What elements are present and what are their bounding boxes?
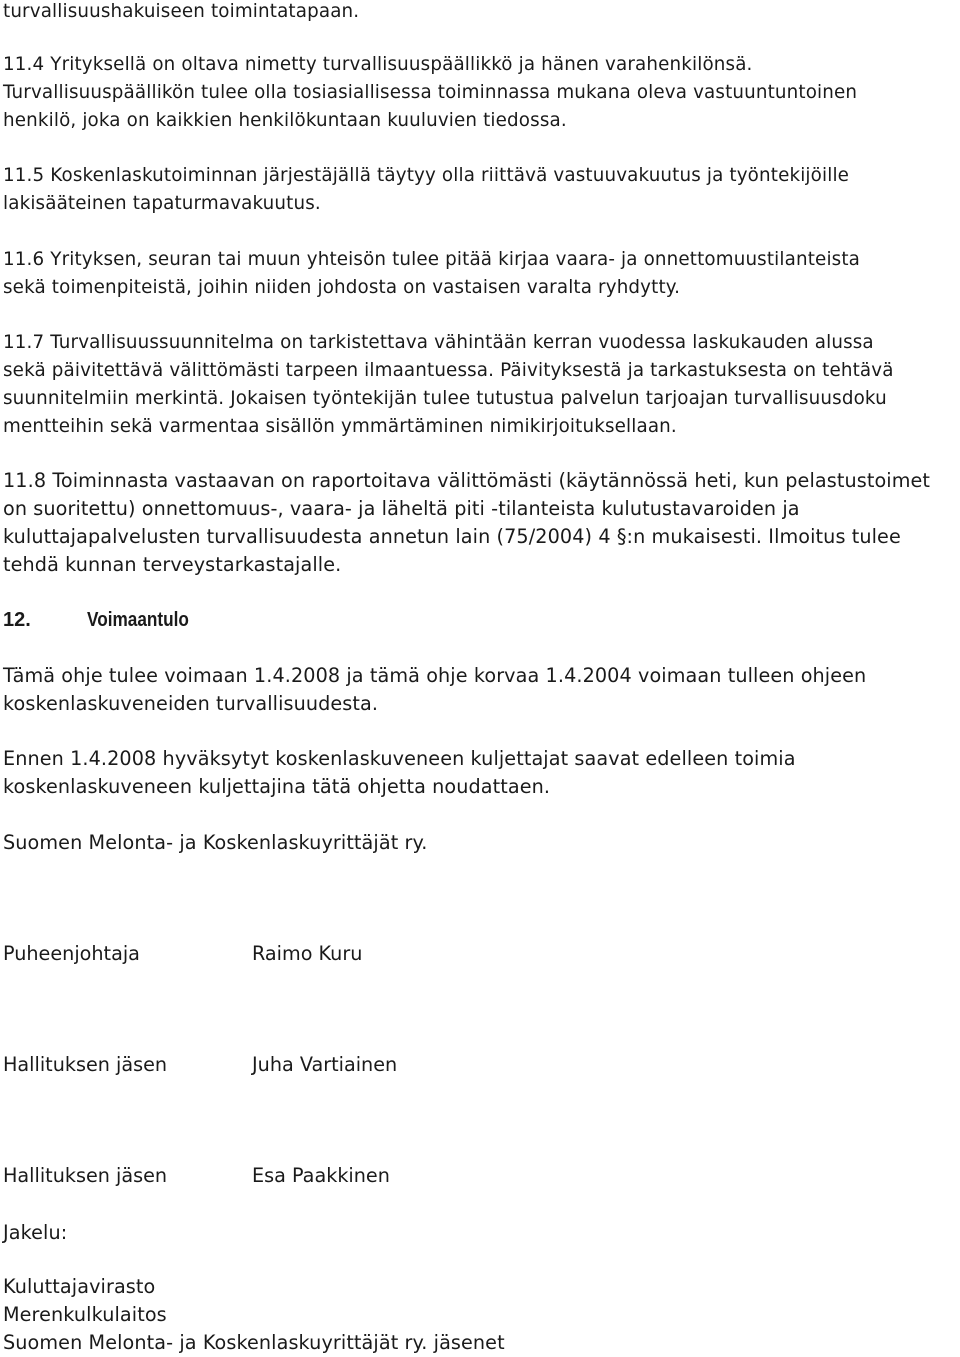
- paragraph-11-5-line: lakisääteinen tapaturmavakuutus.: [3, 193, 321, 214]
- signature-name: Esa Paakkinen: [252, 1164, 390, 1187]
- paragraph-11-6-line: 11.6 Yrityksen, seuran tai muun yhteisön tulee pitää kirjaa vaara- ja onnettomuustilanteista: [3, 249, 861, 270]
- paragraph-11-4-line: 11.4 Yrityksellä on oltava nimetty turvallisuuspäällikkö ja hänen varahenkilönsä.: [3, 54, 753, 75]
- section-12-para-line: Ennen 1.4.2008 hyväksytyt koskenlaskuveneen kuljettajat saavat edelleen toimia: [3, 747, 796, 770]
- paragraph-11-5-line: 11.5 Koskenlaskutoiminnan järjestäjällä täytyy olla riittävä vastuuvakuutus ja työntekijöille: [3, 165, 850, 186]
- section-12-para-line: Tämä ohje tulee voimaan 1.4.2008 ja tämä ohje korvaa 1.4.2004 voimaan tulleen ohjeen: [3, 664, 867, 687]
- section-12-para-line: koskenlaskuveneen kuljettajina tätä ohjetta noudattaen.: [3, 775, 551, 798]
- section-number: 12.: [3, 609, 31, 631]
- signature-role: Hallituksen jäsen: [3, 1053, 168, 1076]
- paragraph-11-7-line: sekä päivitettävä välittömästi tarpeen ilmaantuessa. Päivityksestä ja tarkastuksesta on tehtävä: [3, 360, 894, 381]
- paragraph-11-7-line: 11.7 Turvallisuussuunnitelma on tarkistettava vähintään kerran vuodessa laskukauden alussa: [3, 332, 874, 353]
- paragraph-11-7-line: mentteihin sekä varmentaa sisällön ymmärtäminen nimikirjoituksellaan.: [3, 416, 677, 437]
- section-12-para-line: koskenlaskuveneiden turvallisuudesta.: [3, 692, 379, 715]
- paragraph-11-6-line: sekä toimenpiteistä, joihin niiden johdosta on vastaisen varalta ryhdytty.: [3, 277, 681, 298]
- paragraph-11-4-line: Turvallisuuspäällikön tulee olla tosiasiallisessa toiminnassa mukana oleva vastuuntuntoinen: [3, 82, 858, 103]
- organization-name: Suomen Melonta- ja Koskenlaskuyrittäjät ry.: [3, 831, 428, 854]
- distribution-recipient: Merenkulkulaitos: [3, 1303, 167, 1326]
- paragraph-11-7-line: suunnitelmiin merkintä. Jokaisen työntekijän tulee tutustua palvelun tarjoajan turvallisuusdoku: [3, 388, 887, 409]
- paragraph-11-4-line: henkilö, joka on kaikkien henkilökuntaan kuuluvien tiedossa.: [3, 110, 567, 131]
- distribution-label: Jakelu:: [3, 1221, 68, 1244]
- paragraph-11-8-line: kuluttajapalvelusten turvallisuudesta annetun lain (75/2004) 4 §:n mukaisesti. Ilmoitus tulee: [3, 525, 901, 548]
- signature-role: Puheenjohtaja: [3, 942, 140, 965]
- distribution-recipient: Kuluttajavirasto: [3, 1275, 156, 1298]
- text-line: turvallisuushakuiseen toimintatapaan.: [3, 1, 360, 22]
- distribution-recipient: Suomen Melonta- ja Koskenlaskuyrittäjät ry. jäsenet: [3, 1331, 505, 1354]
- paragraph-11-8-line: tehdä kunnan terveystarkastajalle.: [3, 553, 342, 576]
- paragraph-11-8-line: on suoritettu) onnettomuus-, vaara- ja läheltä piti -tilanteista kulutustavaroiden ja: [3, 497, 800, 520]
- section-title: Voimaantulo: [87, 609, 189, 631]
- signature-name: Raimo Kuru: [252, 942, 363, 965]
- paragraph-11-8-line: 11.8 Toiminnasta vastaavan on raportoitava välittömästi (käytännössä heti, kun pelastustoimet: [3, 469, 931, 492]
- signature-role: Hallituksen jäsen: [3, 1164, 168, 1187]
- signature-name: Juha Vartiainen: [252, 1053, 398, 1076]
